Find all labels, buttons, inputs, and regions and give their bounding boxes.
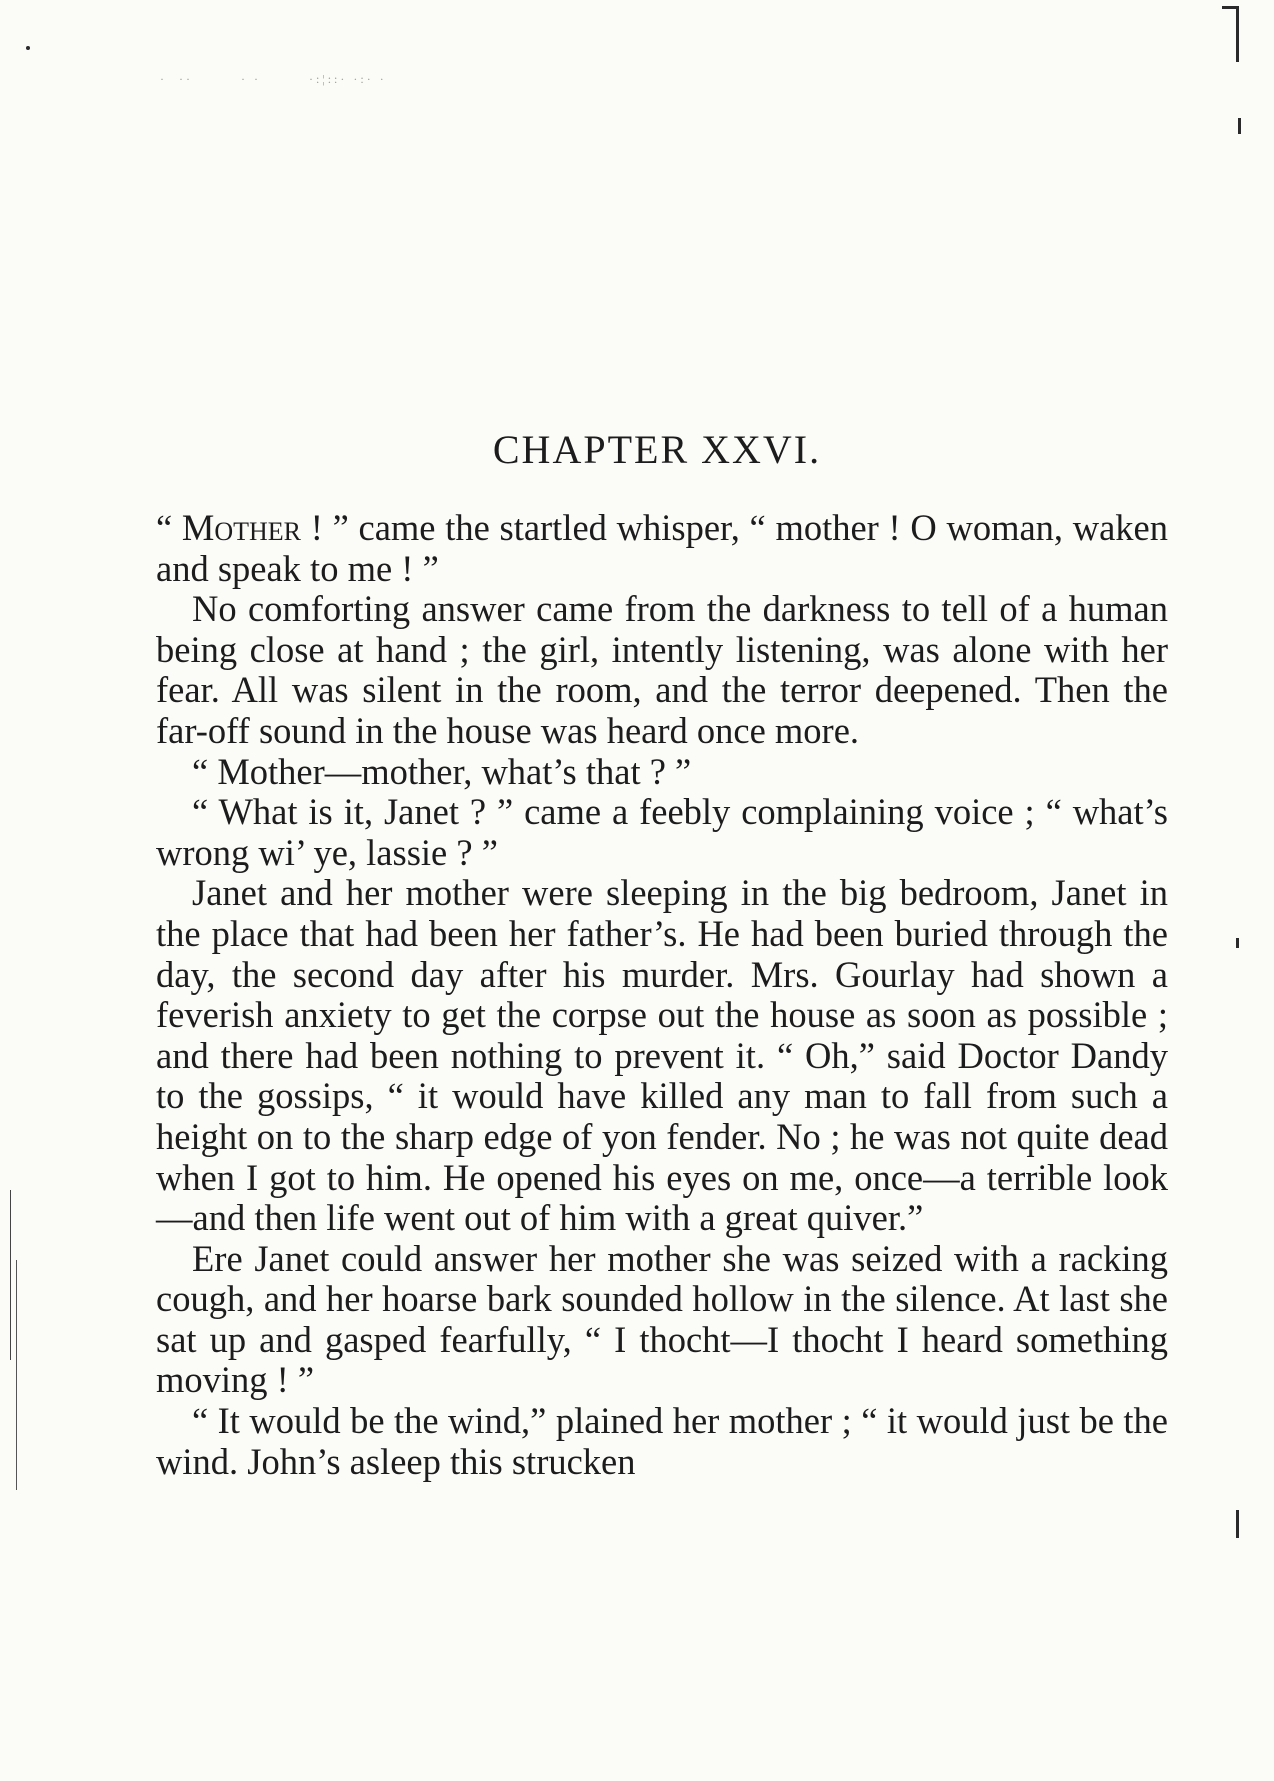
paragraph-text: ! ” came the startled whisper, “ mother ! O woman, waken and speak to me ! ”: [156, 507, 1168, 589]
scan-edge-mark-left-line-1: [10, 1190, 11, 1360]
scan-bleed-through: · ·· · · ·:¦::· ·:· ·: [160, 72, 387, 86]
chapter-title: CHAPTER XXVI.: [492, 427, 822, 472]
paragraph-7: “ It would be the wind,” plained her mother ; “ it would just be the wind. John’s asleep this strucken: [156, 1400, 1168, 1482]
paragraph-6: Ere Janet could answer her mother she was seized with a racking cough, and her hoarse bark sounded hollow in the silence. At last she sat up and gasped fearfully, “ I thocht—I thocht I heard something moving ! ”: [156, 1237, 1168, 1401]
paragraph-2: No comforting answer came from the darkness to tell of a human being close at hand ; the girl, intently listening, was alone with her fear. All was silent in the room, and the terror deepened. Then the far-off sound in the house was heard once more.: [156, 588, 1168, 751]
scan-edge-mark-top: [1236, 6, 1239, 62]
scan-edge-mark-right-2: [1236, 938, 1239, 948]
scan-edge-mark-top-hook: [1222, 6, 1238, 9]
scan-edge-mark-right-3: [1236, 1510, 1239, 1538]
opening-quote: “: [156, 507, 182, 548]
scan-edge-mark-left-line-2: [16, 1260, 17, 1490]
paragraph-4: “ What is it, Janet ? ” came a feebly complaining voice ; “ what’s wrong wi’ ye, lassie ? ”: [156, 791, 1168, 873]
paragraph-5: Janet and her mother were sleeping in the big bedroom, Janet in the place that had been her father’s. He had been buried through the day, the second day after his murder. Mrs. Gourlay had shown a feverish anxiety to get the corpse out the house as soon as possible ; and there had been nothing to prevent it. “ Oh,” said Doctor Dandy to the gossips, “ it would have killed any man to fall from such a height on to the sharp edge of yon fender. No ; he was not quite dead when I got to him. He opened his eyes on me, once—a terrible look—and then life went out of him with a great quiver.”: [156, 872, 1168, 1239]
chapter-body: [156, 508, 1168, 1482]
scan-edge-mark-right-1: [1238, 118, 1241, 134]
opening-word: Mother: [181, 507, 302, 548]
paragraph-1: [156, 508, 1168, 589]
scan-dot-top-left: [26, 46, 30, 50]
paragraph-3: “ Mother—mother, what’s that ? ”: [192, 750, 692, 792]
